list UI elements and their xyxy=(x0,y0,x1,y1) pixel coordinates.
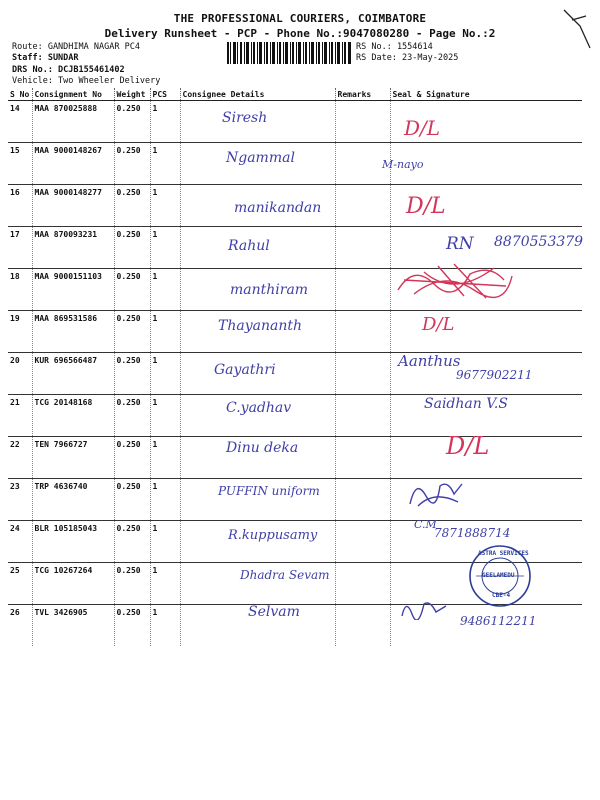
vehicle-label: Vehicle: Two Wheeler Delivery xyxy=(12,76,161,86)
row-pcs: 1 xyxy=(150,227,180,269)
signature-note-24: C.M xyxy=(414,518,437,531)
row-pcs: 1 xyxy=(150,353,180,395)
row-sno: 24 xyxy=(8,521,32,563)
row-pcs: 1 xyxy=(150,143,180,185)
stamp-middle-text: GEELAMEDU xyxy=(482,572,515,579)
row-pcs: 1 xyxy=(150,479,180,521)
row-sno: 19 xyxy=(8,311,32,353)
row-weight: 0.250 xyxy=(114,605,150,647)
col-header-remarks: Remarks xyxy=(335,88,390,101)
row-consignment-no: TVL 3426905 xyxy=(32,605,114,647)
row-sno: 23 xyxy=(8,479,32,521)
signature-15: M-nayo xyxy=(382,158,424,171)
row-remarks-cell xyxy=(335,185,390,227)
row-pcs: 1 xyxy=(150,185,180,227)
row-remarks-cell xyxy=(335,101,390,143)
col-header-consignee: Consignee Details xyxy=(180,88,335,101)
signature-initials-17: RN xyxy=(446,234,474,254)
col-header-signature: Seal & Signature xyxy=(390,88,582,101)
signature-dl-22: D/L xyxy=(446,432,490,460)
row-pcs: 1 xyxy=(150,101,180,143)
row-sno: 15 xyxy=(8,143,32,185)
row-remarks-cell xyxy=(335,605,390,647)
col-header-sno: S No xyxy=(8,88,32,101)
row-consignment-no: MAA 9000148277 xyxy=(32,185,114,227)
row-remarks-cell xyxy=(335,227,390,269)
row-weight: 0.250 xyxy=(114,311,150,353)
consignee-handwriting-22: Dinu deka xyxy=(226,440,299,456)
signature-dl-14: D/L xyxy=(404,116,441,140)
row-sno: 21 xyxy=(8,395,32,437)
signature-scrawl-23 xyxy=(404,476,466,512)
row-pcs: 1 xyxy=(150,269,180,311)
row-sno: 25 xyxy=(8,563,32,605)
corner-pen-mark xyxy=(560,8,596,54)
row-sno: 18 xyxy=(8,269,32,311)
row-weight: 0.250 xyxy=(114,521,150,563)
barcode xyxy=(227,42,351,64)
row-pcs: 1 xyxy=(150,437,180,479)
row-pcs: 1 xyxy=(150,311,180,353)
row-weight: 0.250 xyxy=(114,353,150,395)
row-consignment-no: MAA 870093231 xyxy=(32,227,114,269)
col-header-weight: Weight xyxy=(114,88,150,101)
col-header-consignment: Consignment No xyxy=(32,88,114,101)
row-weight: 0.250 xyxy=(114,185,150,227)
row-sno: 14 xyxy=(8,101,32,143)
signature-name-20: Aanthus xyxy=(398,352,461,370)
row-consignment-no: BLR 105185043 xyxy=(32,521,114,563)
consignee-handwriting-19: Thayananth xyxy=(218,318,302,334)
staff-label: Staff: SUNDAR xyxy=(12,53,79,63)
drs-label: DRS No.: DCJB155461402 xyxy=(12,65,125,75)
row-consignment-no: KUR 696566487 xyxy=(32,353,114,395)
row-sno: 16 xyxy=(8,185,32,227)
signature-phone-24: 7871888714 xyxy=(434,526,511,540)
signature-phone-20: 9677902211 xyxy=(456,368,533,382)
consignee-handwriting-24: R.kuppusamy xyxy=(228,528,318,543)
row-pcs: 1 xyxy=(150,563,180,605)
row-consignment-no: TCG 20148168 xyxy=(32,395,114,437)
rs-date: RS Date: 23-May-2025 xyxy=(356,53,459,63)
row-consignment-no: TEN 7966727 xyxy=(32,437,114,479)
row-sno: 26 xyxy=(10,608,20,617)
row-weight: 0.250 xyxy=(114,395,150,437)
row-weight: 0.250 xyxy=(114,143,150,185)
row-weight: 0.250 xyxy=(114,563,150,605)
row-consignment-no: MAA 9000151103 xyxy=(32,269,114,311)
consignee-handwriting-18: manthiram xyxy=(230,282,309,298)
signature-21: Saidhan V.S xyxy=(424,396,508,412)
table-row xyxy=(8,101,582,143)
row-remarks-cell xyxy=(335,395,390,437)
runsheet-subtitle: Delivery Runsheet - PCP - Phone No.:9047080280 - Page No.:2 xyxy=(104,27,496,40)
table-row xyxy=(8,143,582,185)
signature-phone-17: 8870553379 xyxy=(494,234,584,250)
row-remarks-cell xyxy=(335,521,390,563)
row-weight: 0.250 xyxy=(114,479,150,521)
consignee-handwriting-17: Rahul xyxy=(228,238,270,254)
row-sno: 22 xyxy=(8,437,32,479)
row-remarks-cell xyxy=(335,269,390,311)
row-remarks-cell xyxy=(335,563,390,605)
row-sno: 17 xyxy=(8,227,32,269)
row-remarks-cell xyxy=(335,437,390,479)
row-weight: 0.250 xyxy=(114,269,150,311)
consignee-handwriting-16: manikandan xyxy=(234,200,322,216)
signature-dl-19: D/L xyxy=(422,314,455,335)
row-consignment-no: TCG 10267264 xyxy=(32,563,114,605)
table-header-row xyxy=(8,88,582,101)
row-pcs: 1 xyxy=(150,521,180,563)
row-consignment-no: MAA 869531586 xyxy=(32,311,114,353)
stamp-top-text: ASTRA SERVICES xyxy=(478,550,529,557)
consignee-handwriting-25: Dhadra Sevam xyxy=(240,568,330,582)
row-weight: 0.250 xyxy=(114,101,150,143)
row-pcs: 1 xyxy=(150,605,180,647)
row-consignment-no: TRP 4636740 xyxy=(32,479,114,521)
signature-scrawl-26 xyxy=(398,596,450,620)
consignee-handwriting-23: PUFFIN uniform xyxy=(218,484,320,498)
signature-phone-26: 9486112211 xyxy=(460,614,537,628)
row-remarks-cell xyxy=(335,479,390,521)
consignee-handwriting-15: Ngammal xyxy=(226,150,295,166)
row-remarks-cell xyxy=(335,353,390,395)
company-title: THE PROFESSIONAL COURIERS, COIMBATORE xyxy=(173,12,427,25)
route-label: Route: GANDHIMA NAGAR PC4 xyxy=(12,42,140,52)
rs-number: RS No.: 1554614 xyxy=(356,42,433,52)
consignee-handwriting-21: C.yadhav xyxy=(226,400,292,416)
consignee-handwriting-26: Selvam xyxy=(248,604,300,620)
col-header-pcs: PCS xyxy=(150,88,180,101)
scribble-18 xyxy=(394,260,516,300)
row-pcs: 1 xyxy=(150,395,180,437)
row-consignment-no: MAA 870025888 xyxy=(32,101,114,143)
row-weight: 0.250 xyxy=(114,227,150,269)
stamp-bottom-text: CBE-4 xyxy=(492,592,511,599)
signature-dl-16: D/L xyxy=(406,194,446,219)
row-sno: 20 xyxy=(8,353,32,395)
row-weight: 0.250 xyxy=(114,437,150,479)
consignee-handwriting-20: Gayathri xyxy=(214,362,276,378)
row-signature-cell xyxy=(390,311,582,353)
row-consignment-no: MAA 9000148267 xyxy=(32,143,114,185)
row-remarks-cell xyxy=(335,311,390,353)
consignee-handwriting-14: Siresh xyxy=(222,110,268,126)
